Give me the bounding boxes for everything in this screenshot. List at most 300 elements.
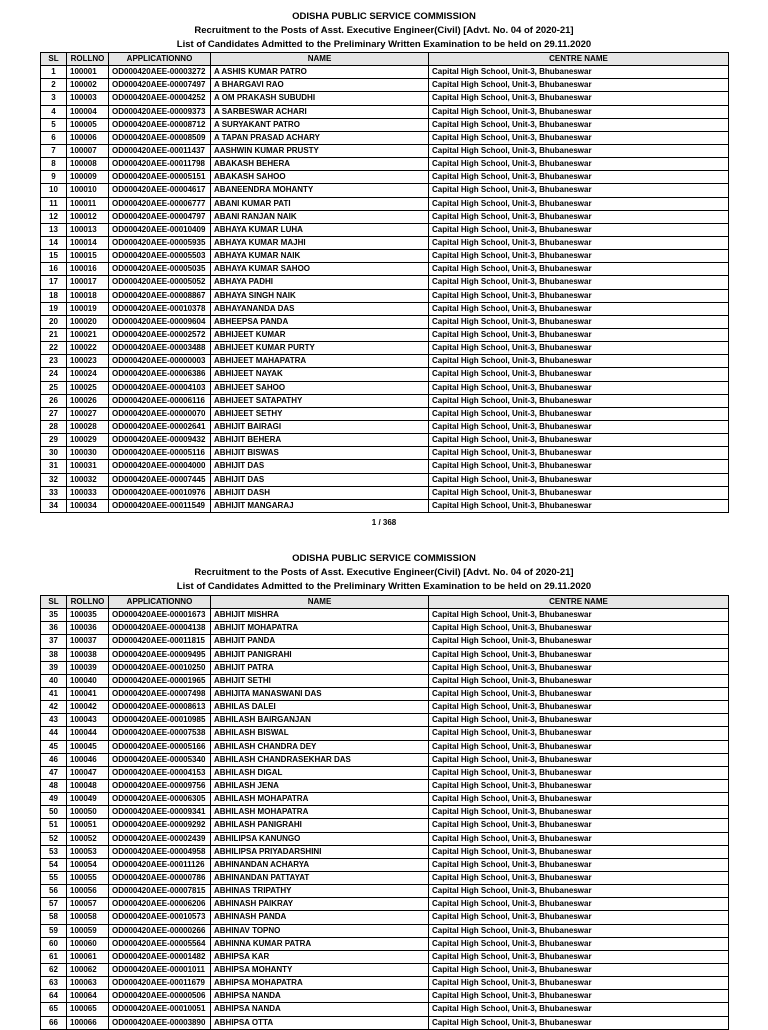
col-header-name: NAME — [211, 596, 429, 609]
cell-applicationno: OD000420AEE-00003488 — [109, 342, 211, 355]
cell-rollno: 100030 — [67, 447, 109, 460]
table-row — [41, 66, 729, 79]
cell-name: ABHIJIT DASH — [211, 486, 429, 499]
cell-applicationno: OD000420AEE-00011815 — [109, 635, 211, 648]
cell-name: ABHIJIT BEHERA — [211, 434, 429, 447]
cell-name: ABHIPSA MOHAPATRA — [211, 977, 429, 990]
table-row — [41, 898, 729, 911]
cell-name: ABANI KUMAR PATI — [211, 197, 429, 210]
cell-sl: 7 — [41, 144, 67, 157]
cell-applicationno: OD000420AEE-00007538 — [109, 727, 211, 740]
table-row — [41, 806, 729, 819]
cell-applicationno: OD000420AEE-00005116 — [109, 447, 211, 460]
cell-name: ABHIPSA OTTA — [211, 1016, 429, 1029]
table-row — [41, 289, 729, 302]
table-row — [41, 342, 729, 355]
cell-rollno: 100020 — [67, 315, 109, 328]
cell-rollno: 100005 — [67, 118, 109, 131]
table-row — [41, 661, 729, 674]
cell-name: ABHILIPSA PRIYADARSHINI — [211, 845, 429, 858]
cell-name: A SURYAKANT PATRO — [211, 118, 429, 131]
cell-applicationno: OD000420AEE-00003890 — [109, 1016, 211, 1029]
cell-name: ABHINANDAN PATTAYAT — [211, 871, 429, 884]
cell-name: ABHILASH CHANDRA DEY — [211, 740, 429, 753]
table-row — [41, 118, 729, 131]
cell-name: A SARBESWAR ACHARI — [211, 105, 429, 118]
cell-rollno: 100019 — [67, 302, 109, 315]
cell-applicationno: OD000420AEE-00000266 — [109, 924, 211, 937]
cell-sl: 29 — [41, 434, 67, 447]
cell-sl: 11 — [41, 197, 67, 210]
cell-rollno: 100018 — [67, 289, 109, 302]
cell-rollno: 100063 — [67, 977, 109, 990]
cell-name: ABHIJIT PATRA — [211, 661, 429, 674]
cell-centre: Capital High School, Unit-3, Bhubaneswar — [429, 858, 729, 871]
cell-applicationno: OD000420AEE-00010985 — [109, 714, 211, 727]
cell-rollno: 100007 — [67, 144, 109, 157]
cell-centre: Capital High School, Unit-3, Bhubaneswar — [429, 460, 729, 473]
cell-centre: Capital High School, Unit-3, Bhubaneswar — [429, 701, 729, 714]
cell-centre: Capital High School, Unit-3, Bhubaneswar — [429, 105, 729, 118]
cell-name: ABHILAS DALEI — [211, 701, 429, 714]
cell-name: ABHINAS TRIPATHY — [211, 885, 429, 898]
cell-sl: 8 — [41, 158, 67, 171]
cell-rollno: 100003 — [67, 92, 109, 105]
cell-name: ABHIJIT SETHI — [211, 674, 429, 687]
cell-rollno: 100002 — [67, 79, 109, 92]
cell-rollno: 100012 — [67, 210, 109, 223]
cell-name: ABHIJIT MISHRA — [211, 609, 429, 622]
table-row — [41, 753, 729, 766]
cell-centre: Capital High School, Unit-3, Bhubaneswar — [429, 977, 729, 990]
table-row — [41, 381, 729, 394]
cell-centre: Capital High School, Unit-3, Bhubaneswar — [429, 635, 729, 648]
cell-rollno: 100022 — [67, 342, 109, 355]
table-row — [41, 328, 729, 341]
cell-rollno: 100027 — [67, 407, 109, 420]
cell-applicationno: OD000420AEE-00008509 — [109, 131, 211, 144]
cell-name: ABHINAV TOPNO — [211, 924, 429, 937]
cell-name: ABHINNA KUMAR PATRA — [211, 937, 429, 950]
cell-sl: 50 — [41, 806, 67, 819]
table-row — [41, 635, 729, 648]
cell-applicationno: OD000420AEE-00004252 — [109, 92, 211, 105]
cell-applicationno: OD000420AEE-00009341 — [109, 806, 211, 819]
cell-rollno: 100057 — [67, 898, 109, 911]
table-row — [41, 687, 729, 700]
cell-name: ABHAYA PADHI — [211, 276, 429, 289]
table-row — [41, 184, 729, 197]
cell-name: ABHIJEET KUMAR — [211, 328, 429, 341]
cell-sl: 64 — [41, 990, 67, 1003]
cell-centre: Capital High School, Unit-3, Bhubaneswar — [429, 144, 729, 157]
cell-name: ABHIJIT PANIGRAHI — [211, 648, 429, 661]
table-row — [41, 819, 729, 832]
page-indicator: 1 / 368 — [371, 518, 397, 527]
cell-sl: 6 — [41, 131, 67, 144]
cell-sl: 45 — [41, 740, 67, 753]
cell-name: AASHWIN KUMAR PRUSTY — [211, 144, 429, 157]
cell-sl: 18 — [41, 289, 67, 302]
cell-applicationno: OD000420AEE-00000070 — [109, 407, 211, 420]
col-header-sl: SL — [41, 596, 67, 609]
cell-applicationno: OD000420AEE-00010250 — [109, 661, 211, 674]
cell-applicationno: OD000420AEE-00010976 — [109, 486, 211, 499]
cell-sl: 15 — [41, 250, 67, 263]
cell-applicationno: OD000420AEE-00011126 — [109, 858, 211, 871]
cell-centre: Capital High School, Unit-3, Bhubaneswar — [429, 499, 729, 512]
cell-rollno: 100035 — [67, 609, 109, 622]
cell-sl: 21 — [41, 328, 67, 341]
cell-name: ABHAYA KUMAR SAHOO — [211, 263, 429, 276]
cell-centre: Capital High School, Unit-3, Bhubaneswar — [429, 315, 729, 328]
candidate-table — [40, 52, 729, 513]
cell-sl: 35 — [41, 609, 67, 622]
cell-rollno: 100047 — [67, 766, 109, 779]
cell-applicationno: OD000420AEE-00005151 — [109, 171, 211, 184]
cell-centre: Capital High School, Unit-3, Bhubaneswar — [429, 342, 729, 355]
cell-applicationno: OD000420AEE-00000003 — [109, 355, 211, 368]
cell-name: ABHIPSA KAR — [211, 950, 429, 963]
cell-rollno: 100023 — [67, 355, 109, 368]
commission-title: ODISHA PUBLIC SERVICE COMMISSION — [292, 553, 476, 564]
cell-sl: 53 — [41, 845, 67, 858]
cell-applicationno: OD000420AEE-00005035 — [109, 263, 211, 276]
table-row — [41, 740, 729, 753]
cell-applicationno: OD000420AEE-00011437 — [109, 144, 211, 157]
list-title: List of Candidates Admitted to the Preliminary Written Examination to be held on 29.11.2020 — [176, 581, 592, 592]
cell-centre: Capital High School, Unit-3, Bhubaneswar — [429, 674, 729, 687]
table-row — [41, 674, 729, 687]
cell-rollno: 100052 — [67, 832, 109, 845]
cell-centre: Capital High School, Unit-3, Bhubaneswar — [429, 990, 729, 1003]
table-row — [41, 486, 729, 499]
cell-name: ABHILASH PANIGRAHI — [211, 819, 429, 832]
cell-rollno: 100037 — [67, 635, 109, 648]
table-row — [41, 131, 729, 144]
cell-name: ABHINANDAN ACHARYA — [211, 858, 429, 871]
cell-rollno: 100048 — [67, 779, 109, 792]
cell-sl: 60 — [41, 937, 67, 950]
cell-name: ABHIJEET NAYAK — [211, 368, 429, 381]
cell-rollno: 100021 — [67, 328, 109, 341]
cell-sl: 4 — [41, 105, 67, 118]
cell-sl: 37 — [41, 635, 67, 648]
cell-applicationno: OD000420AEE-00002439 — [109, 832, 211, 845]
cell-sl: 32 — [41, 473, 67, 486]
cell-centre: Capital High School, Unit-3, Bhubaneswar — [429, 714, 729, 727]
cell-rollno: 100038 — [67, 648, 109, 661]
cell-rollno: 100051 — [67, 819, 109, 832]
cell-sl: 42 — [41, 701, 67, 714]
cell-sl: 10 — [41, 184, 67, 197]
table-row — [41, 92, 729, 105]
cell-name: A BHARGAVI RAO — [211, 79, 429, 92]
cell-name: ABHIPSA NANDA — [211, 1003, 429, 1016]
cell-sl: 63 — [41, 977, 67, 990]
col-header-applicationno: APPLICATIONNO — [109, 53, 211, 66]
cell-centre: Capital High School, Unit-3, Bhubaneswar — [429, 661, 729, 674]
cell-applicationno: OD000420AEE-00001673 — [109, 609, 211, 622]
table-row — [41, 609, 729, 622]
table-row — [41, 766, 729, 779]
table-row — [41, 871, 729, 884]
cell-centre: Capital High School, Unit-3, Bhubaneswar — [429, 819, 729, 832]
cell-sl: 54 — [41, 858, 67, 871]
cell-rollno: 100004 — [67, 105, 109, 118]
cell-name: ABAKASH SAHOO — [211, 171, 429, 184]
cell-rollno: 100065 — [67, 1003, 109, 1016]
cell-centre: Capital High School, Unit-3, Bhubaneswar — [429, 727, 729, 740]
cell-rollno: 100062 — [67, 963, 109, 976]
cell-applicationno: OD000420AEE-00005564 — [109, 937, 211, 950]
cell-centre: Capital High School, Unit-3, Bhubaneswar — [429, 753, 729, 766]
cell-name: A TAPAN PRASAD ACHARY — [211, 131, 429, 144]
cell-sl: 25 — [41, 381, 67, 394]
cell-rollno: 100009 — [67, 171, 109, 184]
table-row — [41, 105, 729, 118]
cell-sl: 36 — [41, 622, 67, 635]
table-row — [41, 315, 729, 328]
cell-sl: 57 — [41, 898, 67, 911]
cell-rollno: 100049 — [67, 793, 109, 806]
cell-name: ABHIJITA MANASWANI DAS — [211, 687, 429, 700]
cell-sl: 14 — [41, 236, 67, 249]
cell-centre: Capital High School, Unit-3, Bhubaneswar — [429, 950, 729, 963]
table-row — [41, 845, 729, 858]
cell-centre: Capital High School, Unit-3, Bhubaneswar — [429, 648, 729, 661]
cell-centre: Capital High School, Unit-3, Bhubaneswar — [429, 368, 729, 381]
cell-sl: 48 — [41, 779, 67, 792]
table-row — [41, 158, 729, 171]
cell-applicationno: OD000420AEE-00007497 — [109, 79, 211, 92]
table-body — [41, 66, 729, 513]
cell-applicationno: OD000420AEE-00009604 — [109, 315, 211, 328]
table-row — [41, 210, 729, 223]
cell-sl: 28 — [41, 420, 67, 433]
cell-name: ABHIJEET MAHAPATRA — [211, 355, 429, 368]
table-row — [41, 394, 729, 407]
cell-sl: 9 — [41, 171, 67, 184]
cell-name: ABHILASH JENA — [211, 779, 429, 792]
cell-rollno: 100036 — [67, 622, 109, 635]
table-row — [41, 302, 729, 315]
cell-sl: 16 — [41, 263, 67, 276]
cell-centre: Capital High School, Unit-3, Bhubaneswar — [429, 885, 729, 898]
cell-centre: Capital High School, Unit-3, Bhubaneswar — [429, 197, 729, 210]
cell-centre: Capital High School, Unit-3, Bhubaneswar — [429, 328, 729, 341]
cell-centre: Capital High School, Unit-3, Bhubaneswar — [429, 911, 729, 924]
col-header-rollno: ROLLNO — [67, 53, 109, 66]
cell-name: ABHIJIT BAIRAGI — [211, 420, 429, 433]
cell-sl: 33 — [41, 486, 67, 499]
cell-centre: Capital High School, Unit-3, Bhubaneswar — [429, 793, 729, 806]
cell-applicationno: OD000420AEE-00007445 — [109, 473, 211, 486]
cell-sl: 27 — [41, 407, 67, 420]
cell-applicationno: OD000420AEE-00008712 — [109, 118, 211, 131]
cell-name: ABHILASH BAIRGANJAN — [211, 714, 429, 727]
cell-centre: Capital High School, Unit-3, Bhubaneswar — [429, 66, 729, 79]
list-title: List of Candidates Admitted to the Preliminary Written Examination to be held on 29.11.2020 — [176, 39, 592, 50]
table-row — [41, 858, 729, 871]
cell-rollno: 100032 — [67, 473, 109, 486]
cell-sl: 17 — [41, 276, 67, 289]
cell-applicationno: OD000420AEE-00006116 — [109, 394, 211, 407]
cell-applicationno: OD000420AEE-00005166 — [109, 740, 211, 753]
table-row — [41, 368, 729, 381]
cell-applicationno: OD000420AEE-00007815 — [109, 885, 211, 898]
cell-applicationno: OD000420AEE-00004153 — [109, 766, 211, 779]
cell-rollno: 100042 — [67, 701, 109, 714]
cell-rollno: 100025 — [67, 381, 109, 394]
cell-applicationno: OD000420AEE-00011549 — [109, 499, 211, 512]
cell-sl: 31 — [41, 460, 67, 473]
table-row — [41, 924, 729, 937]
cell-centre: Capital High School, Unit-3, Bhubaneswar — [429, 622, 729, 635]
cell-rollno: 100054 — [67, 858, 109, 871]
cell-name: ABHIJIT BISWAS — [211, 447, 429, 460]
cell-centre: Capital High School, Unit-3, Bhubaneswar — [429, 236, 729, 249]
table-row — [41, 250, 729, 263]
cell-centre: Capital High School, Unit-3, Bhubaneswar — [429, 845, 729, 858]
cell-applicationno: OD000420AEE-00005503 — [109, 250, 211, 263]
cell-rollno: 100060 — [67, 937, 109, 950]
cell-applicationno: OD000420AEE-00001965 — [109, 674, 211, 687]
cell-rollno: 100008 — [67, 158, 109, 171]
cell-rollno: 100028 — [67, 420, 109, 433]
cell-centre: Capital High School, Unit-3, Bhubaneswar — [429, 118, 729, 131]
cell-name: ABHIJEET KUMAR PURTY — [211, 342, 429, 355]
cell-centre: Capital High School, Unit-3, Bhubaneswar — [429, 381, 729, 394]
cell-sl: 1 — [41, 66, 67, 79]
cell-applicationno: OD000420AEE-00004797 — [109, 210, 211, 223]
cell-name: ABANEENDRA MOHANTY — [211, 184, 429, 197]
cell-sl: 34 — [41, 499, 67, 512]
cell-centre: Capital High School, Unit-3, Bhubaneswar — [429, 434, 729, 447]
table-row — [41, 1003, 729, 1016]
table-row — [41, 963, 729, 976]
cell-name: ABHIJIT DAS — [211, 460, 429, 473]
cell-sl: 24 — [41, 368, 67, 381]
cell-centre: Capital High School, Unit-3, Bhubaneswar — [429, 289, 729, 302]
cell-rollno: 100033 — [67, 486, 109, 499]
cell-applicationno: OD000420AEE-00000786 — [109, 871, 211, 884]
cell-rollno: 100029 — [67, 434, 109, 447]
cell-name: ABHIPSA NANDA — [211, 990, 429, 1003]
cell-centre: Capital High School, Unit-3, Bhubaneswar — [429, 447, 729, 460]
cell-applicationno: OD000420AEE-00004958 — [109, 845, 211, 858]
cell-rollno: 100045 — [67, 740, 109, 753]
cell-centre: Capital High School, Unit-3, Bhubaneswar — [429, 171, 729, 184]
cell-sl: 44 — [41, 727, 67, 740]
cell-applicationno: OD000420AEE-00010409 — [109, 223, 211, 236]
table-row — [41, 473, 729, 486]
cell-applicationno: OD000420AEE-00009373 — [109, 105, 211, 118]
cell-applicationno: OD000420AEE-00003272 — [109, 66, 211, 79]
cell-name: ABHEEPSA PANDA — [211, 315, 429, 328]
table-row — [41, 499, 729, 512]
cell-applicationno: OD000420AEE-00010051 — [109, 1003, 211, 1016]
cell-rollno: 100040 — [67, 674, 109, 687]
table-row — [41, 171, 729, 184]
table-row — [41, 937, 729, 950]
table-row — [41, 701, 729, 714]
cell-applicationno: OD000420AEE-00011679 — [109, 977, 211, 990]
col-header-applicationno: APPLICATIONNO — [109, 596, 211, 609]
cell-centre: Capital High School, Unit-3, Bhubaneswar — [429, 92, 729, 105]
cell-rollno: 100066 — [67, 1016, 109, 1029]
cell-centre: Capital High School, Unit-3, Bhubaneswar — [429, 871, 729, 884]
cell-centre: Capital High School, Unit-3, Bhubaneswar — [429, 898, 729, 911]
table-row — [41, 197, 729, 210]
cell-sl: 5 — [41, 118, 67, 131]
cell-centre: Capital High School, Unit-3, Bhubaneswar — [429, 766, 729, 779]
table-row — [41, 727, 729, 740]
table-row — [41, 648, 729, 661]
cell-applicationno: OD000420AEE-00006386 — [109, 368, 211, 381]
cell-centre: Capital High School, Unit-3, Bhubaneswar — [429, 924, 729, 937]
cell-applicationno: OD000420AEE-00006777 — [109, 197, 211, 210]
table-row — [41, 950, 729, 963]
cell-name: ABHIJIT MANGARAJ — [211, 499, 429, 512]
cell-name: ABHIJIT PANDA — [211, 635, 429, 648]
cell-name: ABHILASH CHANDRASEKHAR DAS — [211, 753, 429, 766]
cell-centre: Capital High School, Unit-3, Bhubaneswar — [429, 131, 729, 144]
cell-centre: Capital High School, Unit-3, Bhubaneswar — [429, 806, 729, 819]
cell-rollno: 100014 — [67, 236, 109, 249]
cell-rollno: 100010 — [67, 184, 109, 197]
cell-applicationno: OD000420AEE-00001482 — [109, 950, 211, 963]
cell-rollno: 100056 — [67, 885, 109, 898]
cell-applicationno: OD000420AEE-00002572 — [109, 328, 211, 341]
cell-sl: 47 — [41, 766, 67, 779]
cell-name: ABHILASH MOHAPATRA — [211, 793, 429, 806]
cell-name: ABHAYA KUMAR LUHA — [211, 223, 429, 236]
cell-rollno: 100058 — [67, 911, 109, 924]
table-row — [41, 447, 729, 460]
cell-name: ABHILASH BISWAL — [211, 727, 429, 740]
cell-name: ABHIJEET SETHY — [211, 407, 429, 420]
cell-centre: Capital High School, Unit-3, Bhubaneswar — [429, 486, 729, 499]
cell-rollno: 100016 — [67, 263, 109, 276]
cell-applicationno: OD000420AEE-00001011 — [109, 963, 211, 976]
cell-sl: 52 — [41, 832, 67, 845]
table-body — [41, 609, 729, 1030]
table-header-row — [41, 596, 729, 609]
cell-centre: Capital High School, Unit-3, Bhubaneswar — [429, 355, 729, 368]
cell-name: ABHIJEET SATAPATHY — [211, 394, 429, 407]
cell-sl: 61 — [41, 950, 67, 963]
cell-sl: 3 — [41, 92, 67, 105]
cell-applicationno: OD000420AEE-00009292 — [109, 819, 211, 832]
table-row — [41, 1016, 729, 1029]
recruitment-title: Recruitment to the Posts of Asst. Executive Engineer(Civil) [Advt. No. 04 of 2020-21] — [194, 567, 574, 578]
cell-rollno: 100031 — [67, 460, 109, 473]
cell-applicationno: OD000420AEE-00004617 — [109, 184, 211, 197]
cell-applicationno: OD000420AEE-00005340 — [109, 753, 211, 766]
table-row — [41, 911, 729, 924]
cell-name: ABANI RANJAN NAIK — [211, 210, 429, 223]
cell-centre: Capital High School, Unit-3, Bhubaneswar — [429, 223, 729, 236]
cell-applicationno: OD000420AEE-00009756 — [109, 779, 211, 792]
table-row — [41, 79, 729, 92]
cell-centre: Capital High School, Unit-3, Bhubaneswar — [429, 832, 729, 845]
table-row — [41, 223, 729, 236]
cell-name: ABHINASH PANDA — [211, 911, 429, 924]
cell-sl: 56 — [41, 885, 67, 898]
cell-centre: Capital High School, Unit-3, Bhubaneswar — [429, 963, 729, 976]
cell-centre: Capital High School, Unit-3, Bhubaneswar — [429, 1016, 729, 1029]
